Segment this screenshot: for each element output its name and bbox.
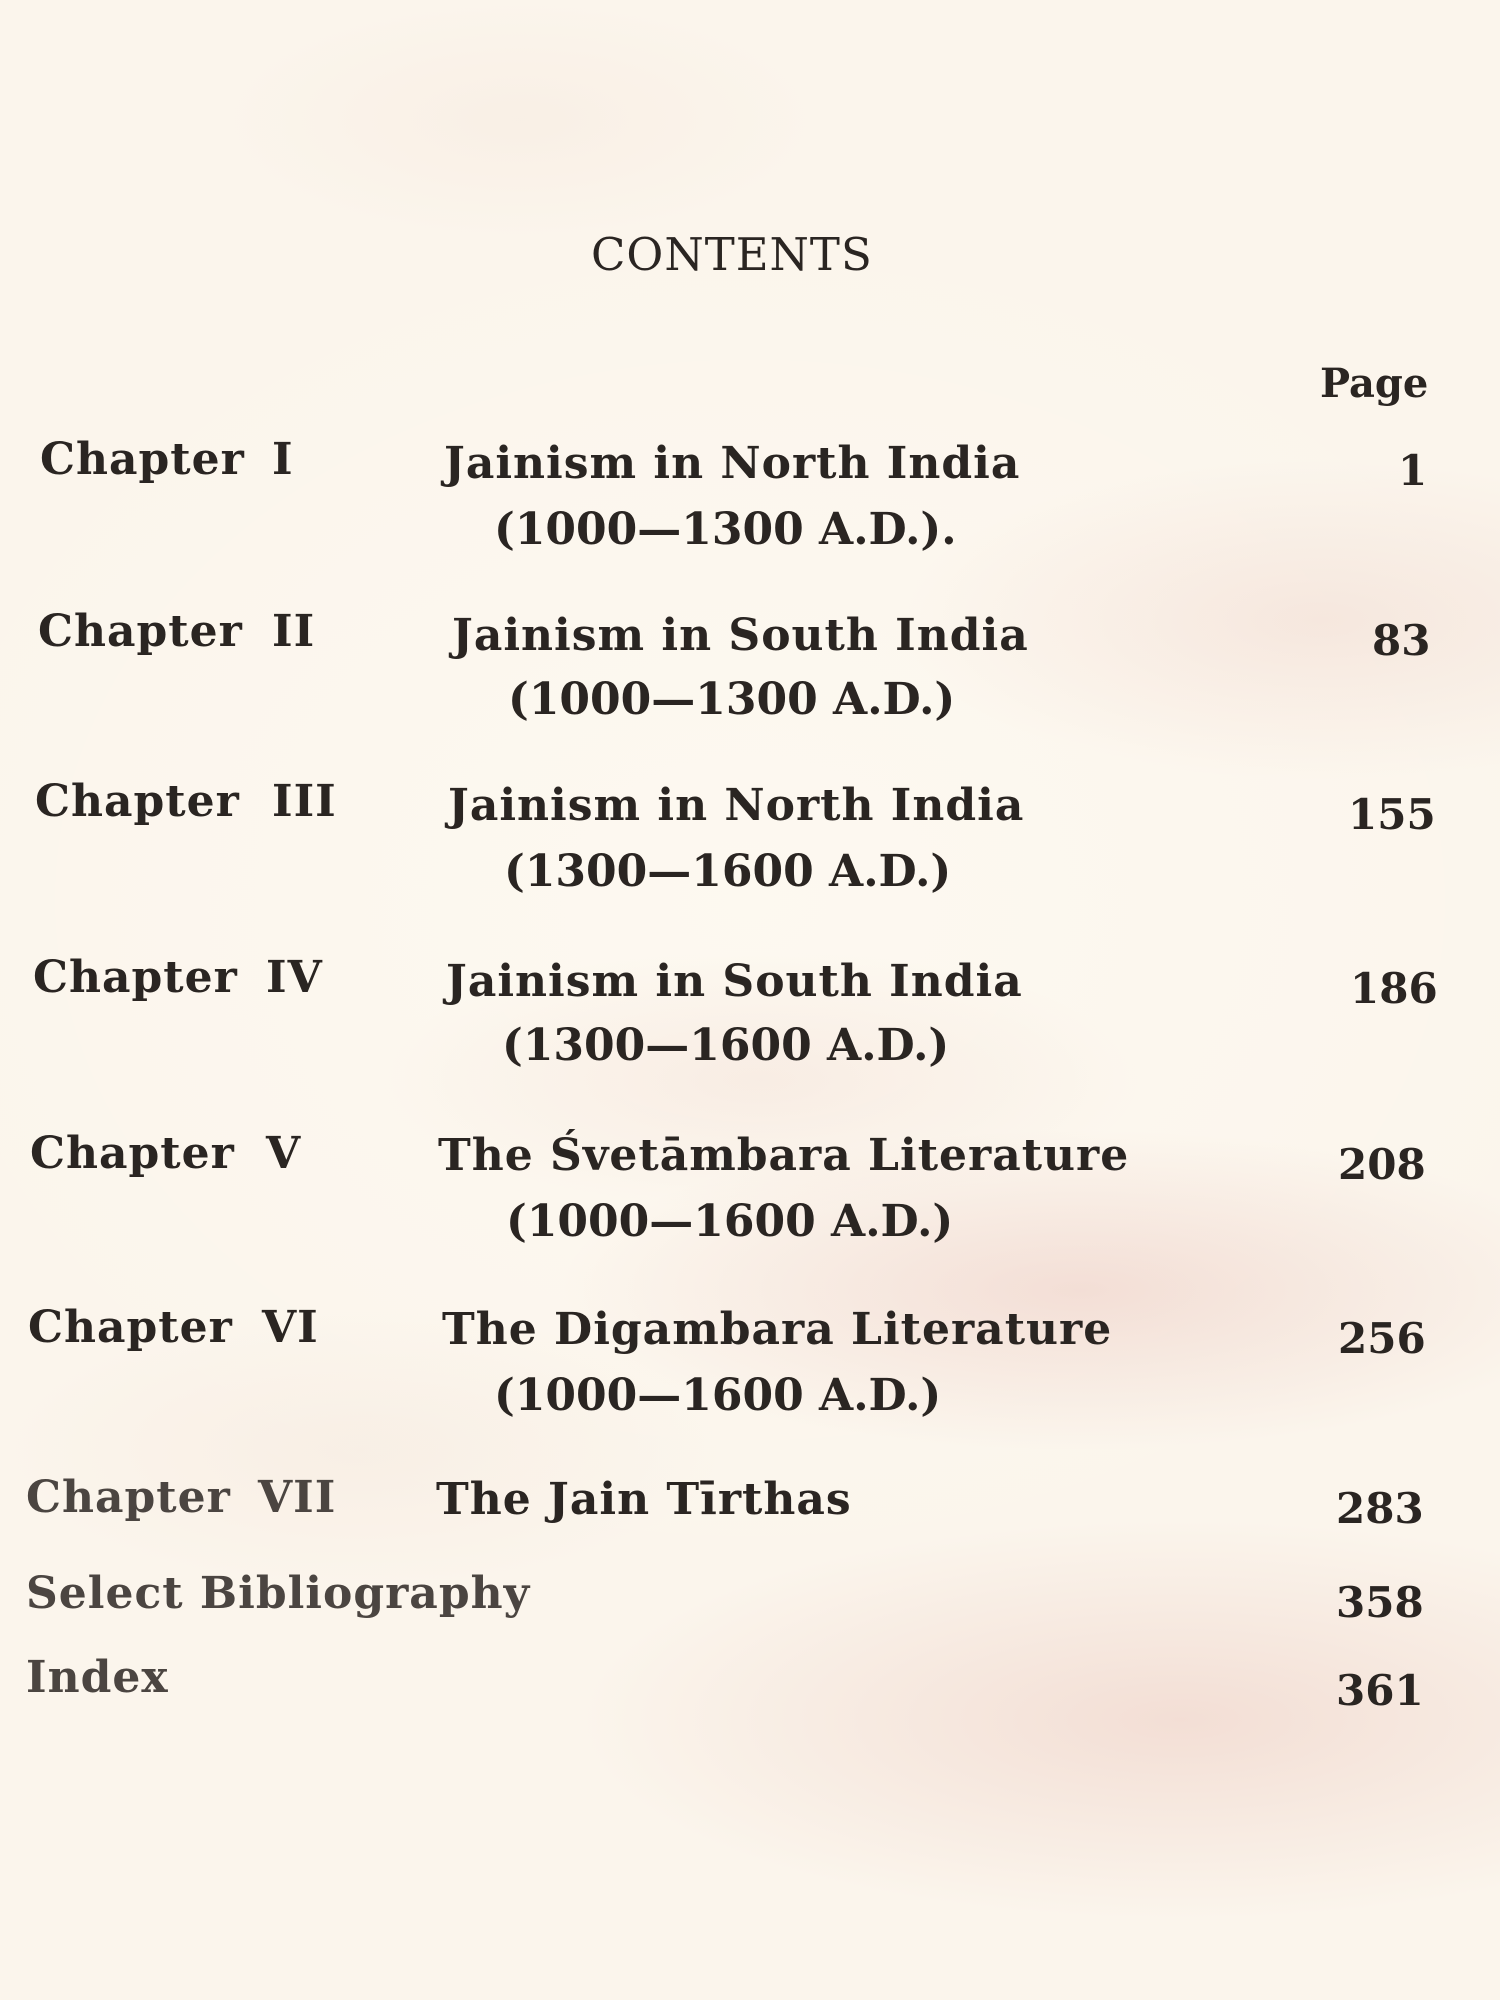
page-number: 1	[1398, 446, 1428, 495]
chapter-title: The Jain Tīrthas	[436, 1474, 852, 1525]
chapter-label: Chapter	[26, 1472, 231, 1523]
chapter-title: The Śvetāmbara Literature	[438, 1130, 1130, 1181]
chapter-dates: (1000—1600 A.D.)	[494, 1370, 942, 1421]
page-number: 83	[1372, 616, 1431, 665]
page-number: 186	[1350, 964, 1438, 1013]
chapter-title: The Digambara Literature	[442, 1304, 1113, 1355]
back-matter-title: Index	[26, 1652, 169, 1703]
page-number: 358	[1336, 1578, 1424, 1627]
page-number: 361	[1336, 1666, 1424, 1715]
page-column-header: Page	[1320, 360, 1429, 407]
chapter-title: Jainism in South India	[452, 610, 1029, 661]
chapter-dates: (1000—1300 A.D.)	[508, 674, 956, 725]
back-matter-title: Select Bibliography	[26, 1568, 531, 1619]
chapter-numeral: IV	[266, 952, 323, 1003]
chapter-numeral: VI	[262, 1302, 319, 1353]
chapter-title: Jainism in North India	[448, 780, 1025, 831]
page-number: 155	[1348, 790, 1436, 839]
chapter-dates: (1300—1600 A.D.)	[502, 1020, 950, 1071]
page-number: 283	[1336, 1484, 1424, 1533]
chapter-label: Chapter	[30, 1128, 235, 1179]
chapter-dates: (1000—1600 A.D.)	[506, 1196, 954, 1247]
chapter-numeral: II	[272, 606, 316, 657]
chapter-numeral: I	[272, 434, 294, 485]
page-number: 208	[1338, 1140, 1426, 1189]
chapter-label: Chapter	[40, 434, 245, 485]
chapter-label: Chapter	[28, 1302, 233, 1353]
chapter-label: Chapter	[33, 952, 238, 1003]
chapter-title: Jainism in North India	[444, 438, 1021, 489]
chapter-numeral: V	[266, 1128, 302, 1179]
chapter-dates: (1300—1600 A.D.)	[504, 846, 952, 897]
chapter-title: Jainism in South India	[446, 956, 1023, 1007]
page-title: CONTENTS	[591, 228, 873, 281]
page-number: 256	[1338, 1314, 1426, 1363]
chapter-label: Chapter	[35, 776, 240, 827]
chapter-dates: (1000—1300 A.D.).	[494, 504, 957, 555]
chapter-numeral: VII	[258, 1472, 337, 1523]
chapter-label: Chapter	[38, 606, 243, 657]
chapter-numeral: III	[272, 776, 337, 827]
